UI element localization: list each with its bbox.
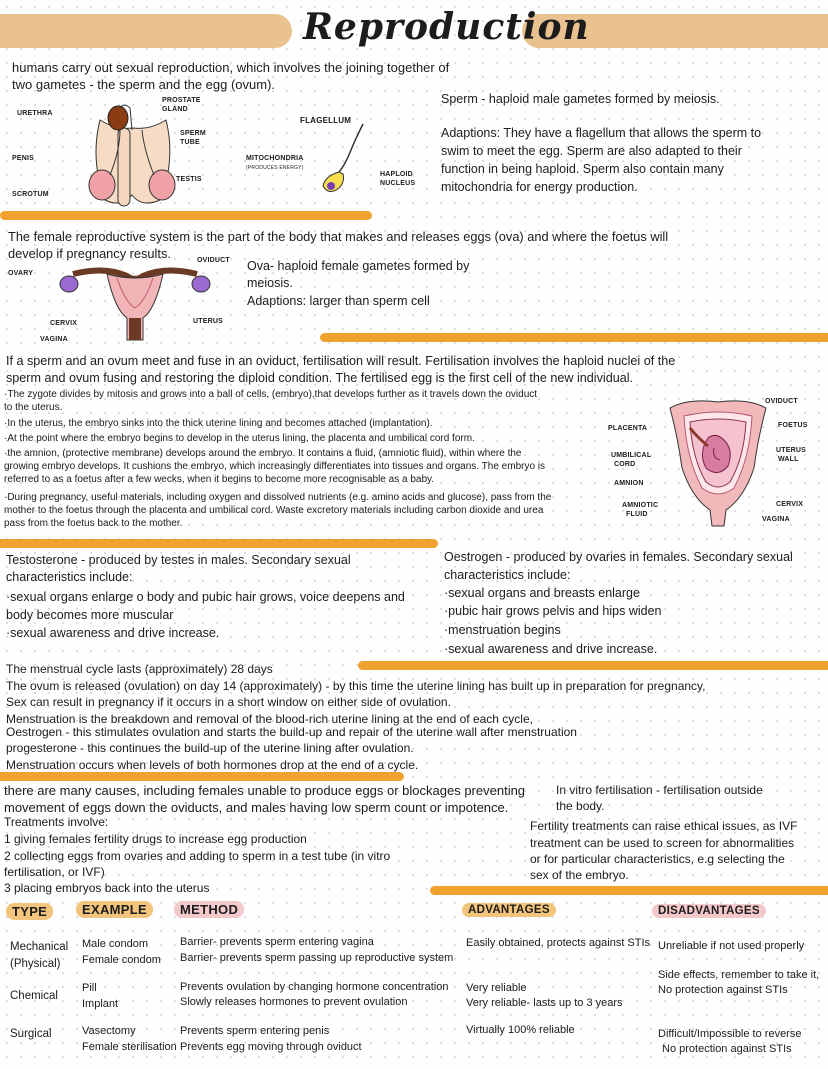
womb-foetus-diagram xyxy=(668,398,768,530)
infertility-4: 1 giving females fertility drugs to increase egg production xyxy=(4,832,307,846)
sperm-tube-label: SPERM xyxy=(180,130,206,137)
ivf-6: sex of the embryo. xyxy=(530,868,629,882)
intro-line-1: humans carry out sexual reproduction, which involves the joining together of xyxy=(12,60,450,75)
row3-adv-1: Virtually 100% reliable xyxy=(466,1024,575,1036)
fert-line-1: If a sperm and an ovum meet and fuse in an oviduct, fertilisation will result. Fertilisation involves the haploid nuclei of the xyxy=(6,354,676,368)
infertility-5: 2 collecting eggs from ovaries and adding to sperm in a test tube (in vitro xyxy=(4,849,391,863)
divider-1 xyxy=(0,211,372,220)
col-header-method: METHOD xyxy=(174,902,244,917)
foetus-label: FOETUS xyxy=(778,422,808,429)
ivf-2: the body. xyxy=(556,799,605,813)
cervix-label: CERVIX xyxy=(50,320,78,327)
infertility-7: 3 placing embryos back into the uterus xyxy=(4,881,210,895)
divider-6 xyxy=(430,886,828,895)
col-header-disadvantages: DISADVANTAGES xyxy=(652,905,766,917)
female-intro-2: develop if pregnancy results. xyxy=(8,246,171,261)
urethra-label: URETHRA xyxy=(17,110,53,117)
fert-bullet-4a: ·the amnion, (protective membrane) develops around the embryo. It contains a fluid, (amniotic fluid), within where the xyxy=(4,448,522,459)
ivf-1: In vitro fertilisation - fertilisation outside xyxy=(556,783,763,797)
fert-line-2: sperm and ovum fusing and restoring the diploid condition. The fertilised egg is the first cell of the new individual. xyxy=(6,371,634,385)
infertility-6: fertilisation, or IVF) xyxy=(4,865,105,879)
cord-label: CORD xyxy=(614,461,636,468)
oestrogen-3: ·sexual organs and breasts enlarge xyxy=(444,586,640,600)
row3-method-1: Prevents sperm entering penis xyxy=(180,1025,330,1037)
mitochondria-note: (PRODUCES ENERGY) xyxy=(246,165,304,171)
testosterone-2: characteristics include: xyxy=(6,570,133,584)
row1-example-1: Male condom xyxy=(82,938,149,950)
ivf-3: Fertility treatments can raise ethical issues, as IVF xyxy=(530,819,798,833)
row1-type-2: (Physical) xyxy=(10,958,61,970)
row2-disadv-1: Side effects, remember to take it, xyxy=(658,969,820,981)
nucleus-label: NUCLEUS xyxy=(380,180,416,187)
row3-type-1: Surgical xyxy=(10,1028,52,1040)
row1-type-1: Mechanical xyxy=(10,941,69,953)
row1-method-2: Barrier- prevents sperm passing up reproductive system xyxy=(180,952,454,964)
divider-2 xyxy=(320,333,828,342)
amniotic-label: AMNIOTIC xyxy=(622,502,659,509)
testosterone-5: ·sexual awareness and drive increase. xyxy=(6,626,220,640)
col-header-type: TYPE xyxy=(6,904,53,919)
oestrogen-2: characteristics include: xyxy=(444,568,571,582)
fert-bullet-1a: ·The zygote divides by mitosis and grows into a ball of cells, (embryo),that develops further as it travels down the oviduct xyxy=(4,389,538,400)
row2-example-2: Implant xyxy=(82,998,119,1010)
sperm-adapt-4: mitochondria for energy production. xyxy=(441,180,638,194)
row3-disadv-2: No protection against STIs xyxy=(662,1043,792,1055)
row2-disadv-2: No protection against STIs xyxy=(658,984,788,996)
uterus-wall-label-1: UTERUS xyxy=(776,447,806,454)
fert-bullet-4c: referred to as a foetus after a few wecks, when it begins to become more recognisable as a baby. xyxy=(4,474,435,485)
sperm-adapt-2: swim to meet the egg. Sperm are also adapted to their xyxy=(441,144,742,158)
row2-type-1: Chemical xyxy=(10,990,58,1002)
sperm-adapt-3: function in being haploid. Sperm also contain many xyxy=(441,162,724,176)
menstrual-3: Sex can result in pregnancy if it occurs in a short window on either side of ovulation. xyxy=(6,695,451,709)
fert-bullet-2: ·In the uterus, the embryo sinks into the thick uterine lining and becomes attached (implantation). xyxy=(4,418,433,429)
oestrogen-1: Oestrogen - produced by ovaries in females. Secondary sexual xyxy=(444,550,793,564)
row3-disadv-1: Difficult/Impossible to reverse xyxy=(658,1028,802,1040)
ivf-5: or for particular characteristics, e.g selecting the xyxy=(530,852,785,866)
flagellum-label: FLAGELLUM xyxy=(300,116,352,125)
ova-info-3: Adaptions: larger than sperm cell xyxy=(247,294,430,308)
row1-method-1: Barrier- prevents sperm entering vagina xyxy=(180,936,374,948)
col-header-advantages: ADVANTAGES xyxy=(462,904,556,916)
haploid-label: HAPLOID xyxy=(380,171,413,178)
menstrual-1: The menstrual cycle lasts (approximately) 28 days xyxy=(6,662,273,676)
testosterone-1: Testosterone - produced by testes in males. Secondary sexual xyxy=(6,553,351,567)
row1-adv-1: Easily obtained, protects against STIs xyxy=(466,937,651,949)
male-reproductive-diagram xyxy=(80,100,190,210)
menstrual-2: The ovum is released (ovulation) on day 14 (approximately) - by this time the uterine lining has built up in preparation for pregnancy, xyxy=(6,679,706,693)
womb-cervix-label: CERVIX xyxy=(776,501,804,508)
row1-disadv-1: Unreliable if not used properly xyxy=(658,940,805,952)
oestrogen-4: ·pubic hair grows pelvis and hips widen xyxy=(444,604,662,618)
divider-3 xyxy=(0,539,438,548)
umbilical-label: UMBILICAL xyxy=(611,452,652,459)
menstrual-7: Menstruation occurs when levels of both hormones drop at the end of a cycle. xyxy=(6,758,419,772)
title-bar-left xyxy=(0,14,292,48)
row2-example-1: Pill xyxy=(82,982,97,994)
ova-info-1: Ova- haploid female gametes formed by xyxy=(247,259,470,273)
ovary-label: OVARY xyxy=(8,270,34,277)
uterus-wall-label-2: WALL xyxy=(778,456,799,463)
row2-method-1: Prevents ovulation by changing hormone concentration xyxy=(180,981,449,993)
oestrogen-6: ·sexual awareness and drive increase. xyxy=(444,642,658,656)
vagina-label: VAGINA xyxy=(40,336,68,343)
womb-vagina-label: VAGINA xyxy=(762,516,790,523)
row2-adv-1: Very reliable xyxy=(466,982,527,994)
divider-4 xyxy=(358,661,828,670)
ivf-4: treatment can be used to screen for abnormalities xyxy=(530,836,795,850)
row3-example-2: Female sterilisation xyxy=(82,1041,177,1053)
intro-line-2: two gametes - the sperm and the egg (ovum). xyxy=(12,77,276,92)
fert-bullet-5c: pass from the foetus back to the mother. xyxy=(4,518,183,529)
fert-bullet-5b: mother to the foetus through the placenta and umbilical cord. Waste excretory materials including carbon dioxide and urea xyxy=(4,505,544,516)
sperm-heading: Sperm - haploid male gametes formed by meiosis. xyxy=(441,92,720,106)
row1-example-2: Female condom xyxy=(82,954,161,966)
row3-example-1: Vasectomy xyxy=(82,1025,136,1037)
womb-oviduct-label: OVIDUCT xyxy=(765,398,798,405)
menstrual-5: Oestrogen - this stimulates ovulation and starts the build-up and repair of the uterine wall after menstruation xyxy=(6,725,577,739)
fert-bullet-3: ·At the point where the embryo begins to develop in the uterus lining, the placenta and umbilical cord form. xyxy=(4,433,475,444)
menstrual-4: Menstruation is the breakdown and removal of the blood-rich uterine lining at the end of each cycle, xyxy=(6,712,533,726)
penis-label: PENIS xyxy=(12,155,35,162)
amnion-label: AMNION xyxy=(614,480,644,487)
fert-bullet-1b: to the uterus. xyxy=(4,402,63,413)
sperm-adapt-1: Adaptions: They have a flagellum that allows the sperm to xyxy=(441,126,762,140)
placenta-label: PLACENTA xyxy=(608,425,648,432)
tube-label: TUBE xyxy=(180,139,200,146)
female-intro-1: The female reproductive system is the part of the body that makes and releases eggs (ova) and where the foetus will xyxy=(8,229,669,244)
sperm-cell-diagram xyxy=(305,120,385,200)
page-title: Reproduction xyxy=(303,6,590,48)
mitochondria-label: MITOCHONDRIA xyxy=(246,155,304,162)
row2-adv-2: Very reliable- lasts up to 3 years xyxy=(466,997,623,1009)
uterus-label: UTERUS xyxy=(193,318,223,325)
prostate-label: PROSTATE xyxy=(162,97,201,104)
infertility-2: movement of eggs down the oviducts, and males having low sperm count or impotence. xyxy=(4,800,509,815)
ova-info-2: meiosis. xyxy=(247,276,293,290)
testis-label: TESTIS xyxy=(176,176,202,183)
testosterone-4: body becomes more muscular xyxy=(6,608,174,622)
fert-bullet-4b: growing embryo develops. It cushions the embryo, which increasingly differentiates into tissues and organs. The embryo is xyxy=(4,461,546,472)
row2-method-2: Slowly releases hormones to prevent ovulation xyxy=(180,996,408,1008)
scrotum-label: SCROTUM xyxy=(12,191,49,198)
gland-label: GLAND xyxy=(162,106,188,113)
col-header-example: EXAMPLE xyxy=(76,902,153,917)
female-reproductive-diagram xyxy=(55,262,215,342)
fluid-label: FLUID xyxy=(626,511,648,518)
menstrual-6: progesterone - this continues the build-up of the uterine lining after ovulation. xyxy=(6,741,414,755)
row3-method-2: Prevents egg moving through oviduct xyxy=(180,1041,362,1053)
oestrogen-5: ·menstruation begins xyxy=(444,623,561,637)
infertility-3: Treatments involve: xyxy=(4,815,109,829)
infertility-1: there are many causes, including females unable to produce eggs or blockages preventing xyxy=(4,783,526,798)
fert-bullet-5a: ·During pregnancy, useful materials, including oxygen and dissolved nutrients (e.g. amino acids and glucose), pass from the xyxy=(4,492,552,503)
oviduct-label: OVIDUCT xyxy=(197,257,230,264)
divider-5 xyxy=(0,772,404,781)
testosterone-3: ·sexual organs enlarge o body and pubic hair grows, voice deepens and xyxy=(6,590,405,604)
